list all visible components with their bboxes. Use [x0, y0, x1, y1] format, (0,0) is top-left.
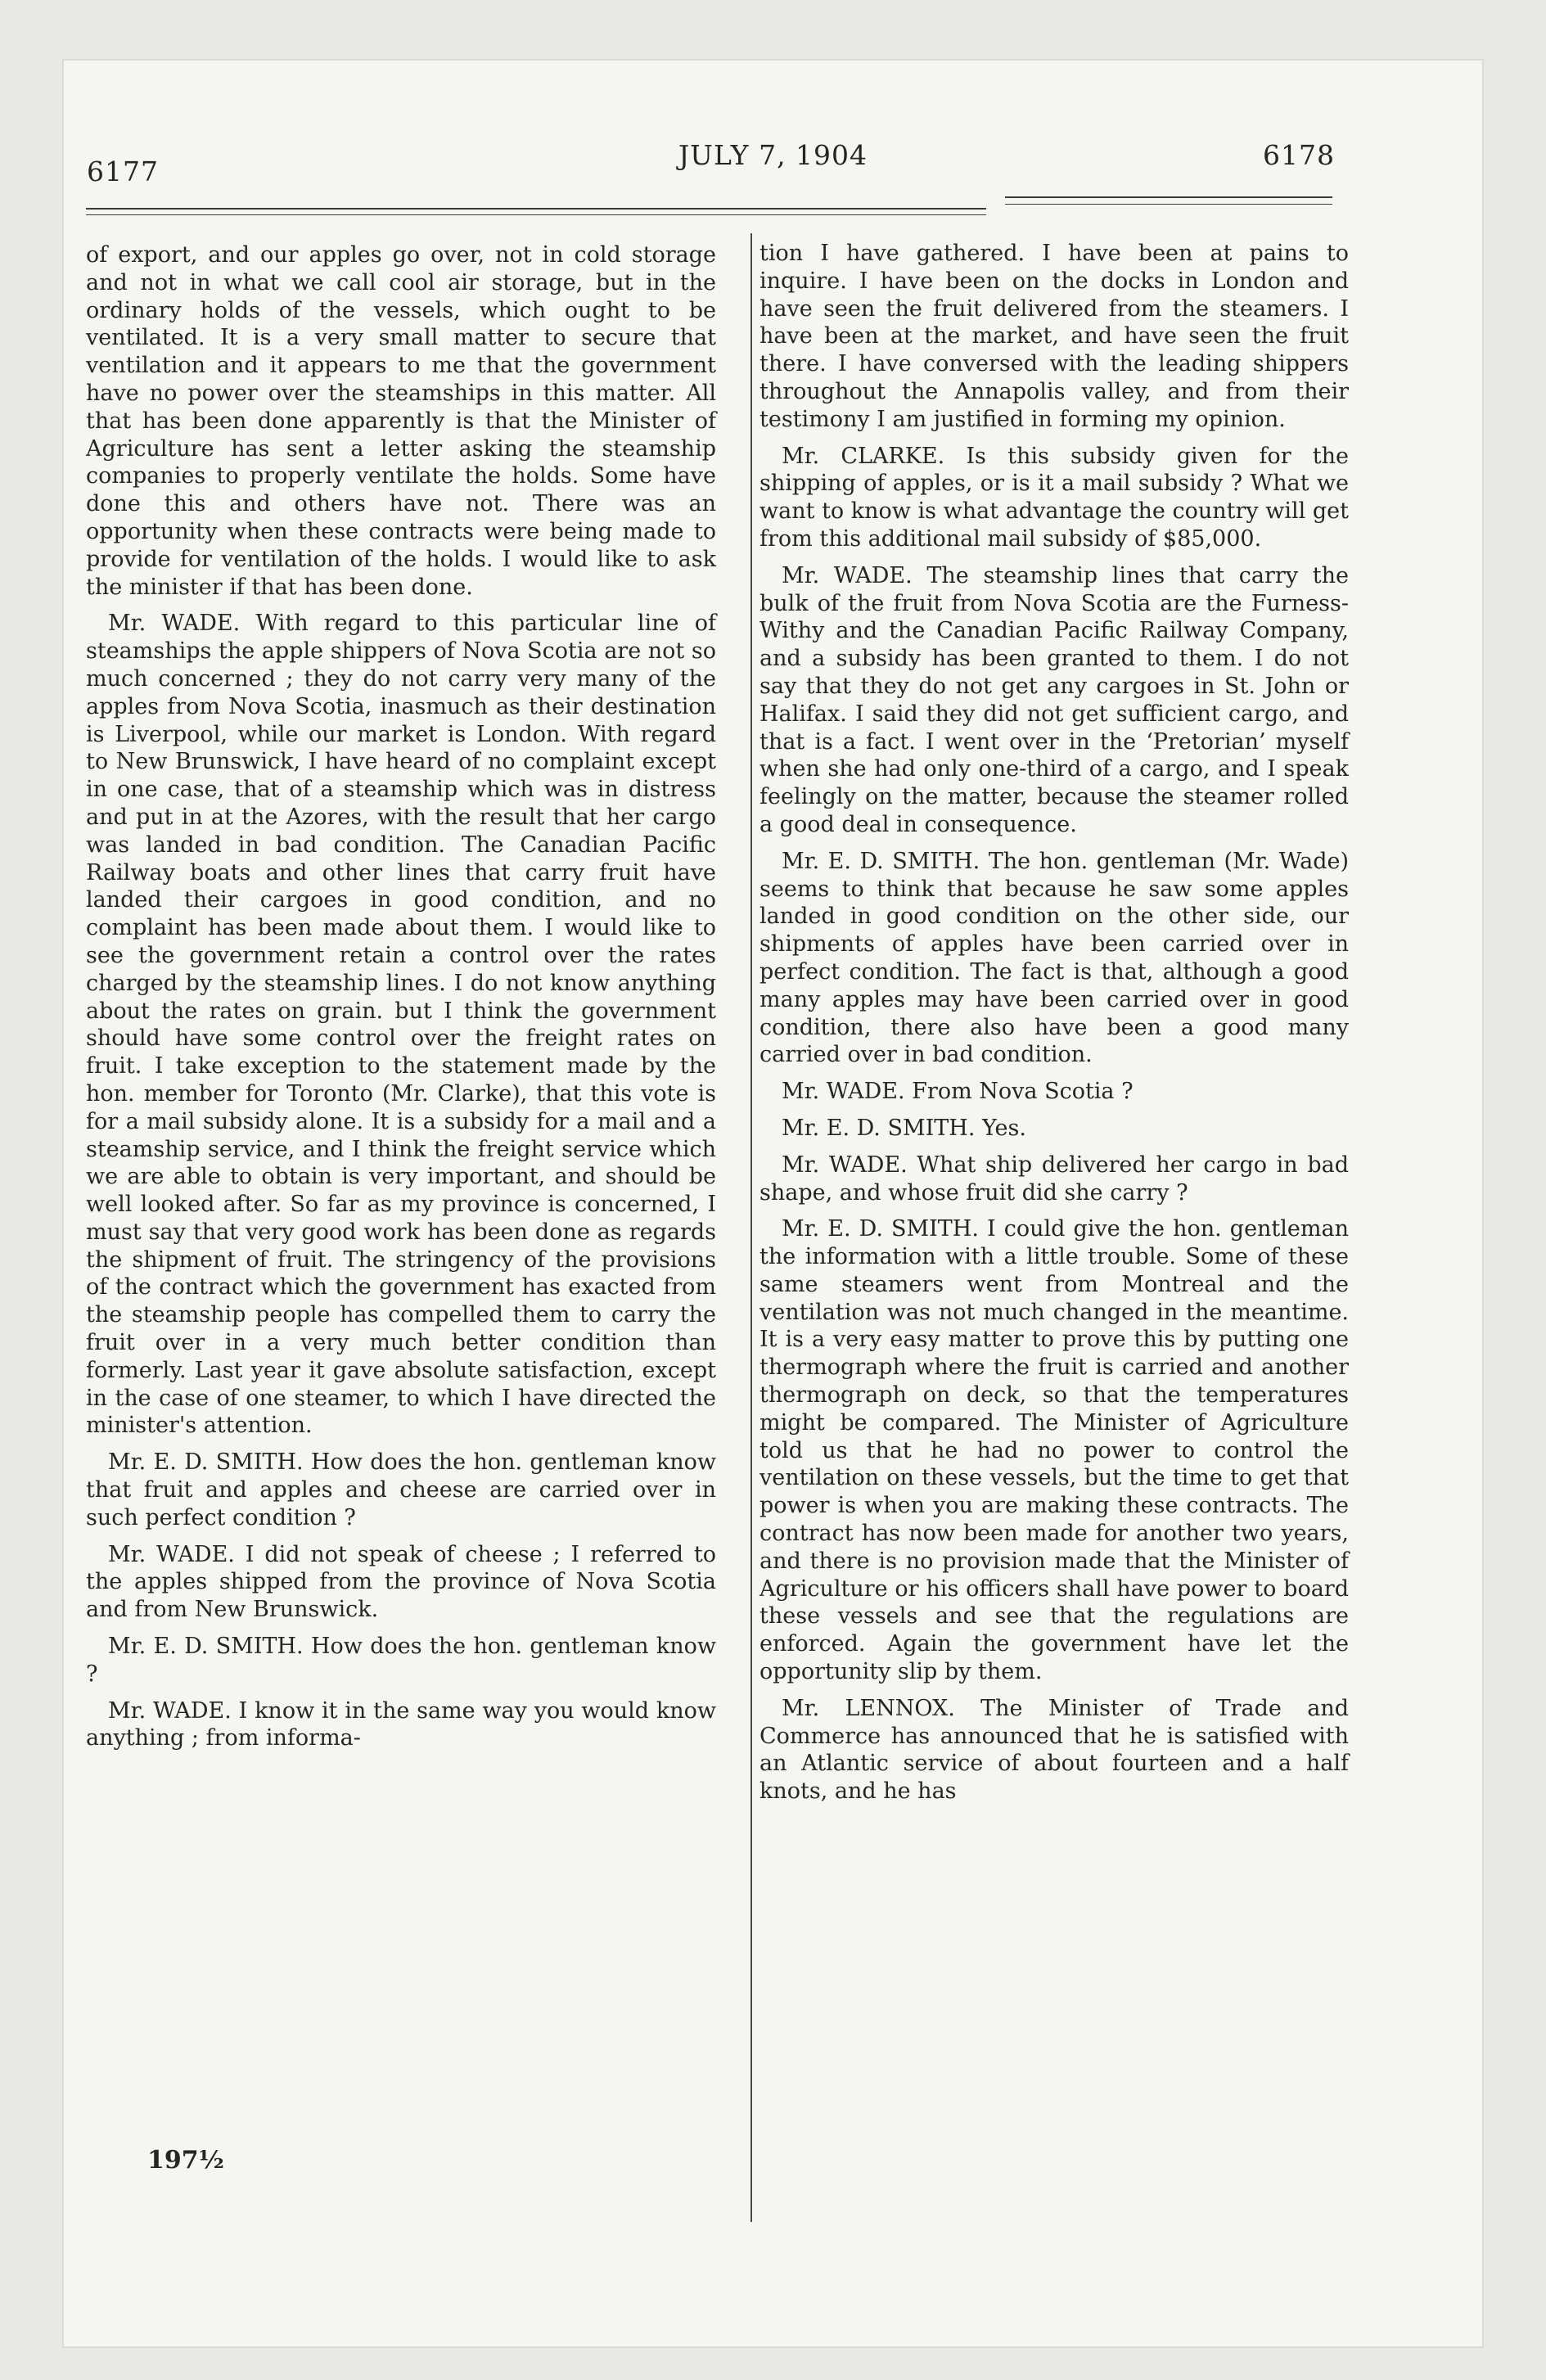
right-paragraph: tion I have gathered. I have been at pains to inquire. I have been on the docks in London and have seen the fruit delivered from the steamers. I have been at the market, and have seen the fruit there. I have conversed with the leading shippers throughout the Annapolis valley, and from their testimony I am justified in forming my opinion.	[759, 241, 1349, 432]
header-rule-right-bottom	[1005, 204, 1332, 205]
header-rule-left-bottom	[86, 214, 986, 215]
left-column	[86, 241, 716, 1752]
right-column	[759, 240, 1349, 1805]
column-divider	[750, 233, 752, 2222]
right-paragraph: Mr. LENNOX. The Minister of Trade and Commerce has announced that he is satisfied with an Atlantic service of about fourteen and a half knots, and he has	[759, 1695, 1349, 1805]
header-rule-left-top	[86, 208, 986, 210]
left-paragraph: Mr. WADE. I did not speak of cheese ; I referred to the apples shipped from the province of Nova Scotia and from New Brunswick.	[86, 1541, 716, 1623]
left-paragraph: Mr. E. D. SMITH. How does the hon. gentleman know that fruit and apples and cheese are carried over in such perfect condition ?	[86, 1449, 716, 1530]
right-paragraph: Mr. E. D. SMITH. I could give the hon. gentleman the information with a little trouble. Some of these same steamers went from Montreal and the ventilation was not much changed in the meantime. It is a very easy matter to prove this by putting one thermograph where the fruit is carried and another thermograph on deck, so that the temperatures might be compared. The Minister of Agriculture told us that he had no power to control the ventilation on these vessels, but the time to get that power is when you are making these contracts. The contract has now been made for another two years, and there is no provision made that the Minister of Agriculture or his officers shall have power to board these vessels and see that the regulations are enforced. Again the government have let the opportunity slip by them.	[759, 1216, 1349, 1685]
right-paragraph: Mr. WADE. From Nova Scotia ?	[782, 1079, 1134, 1105]
left-paragraph: of export, and our apples go over, not in cold storage and not in what we call cool air storage, but in the ordinary holds of the vessels, which ought to be ventilated. It is a very small matter to secure that ventilation and it appears to me that the government have no power over the steamships in this matter. All that has been done apparently is that the Minister of Agriculture has sent a letter asking the steamship companies to properly ventilate the holds. Some have done this and others have not. There was an opportunity when these contracts were being made to provide for ventilation of the holds. I would like to ask the minister if that has been done.	[86, 242, 716, 600]
left-paragraph: Mr. WADE. With regard to this particular line of steamships the apple shippers of Nova Scotia are not so much concerned ; they do not carry very many of the apples from Nova Scotia, inasmuch as their destination is Liverpool, while our market is London. With regard to New Brunswick, I have heard of no complaint except in one case, that of a steamship which was in distress and put in at the Azores, with the result that her cargo was landed in bad condition. The Canadian Pacific Railway boats and other lines that carry fruit have landed their cargoes in good condition, and no complaint has been made about them. I would like to see the government retain a control over the rates charged by the steamship lines. I do not know anything about the rates on grain. but I think the government should have some control over the freight rates on fruit. I take exception to the statement made by the hon. member for Toronto (Mr. Clarke), that this vote is for a mail subsidy alone. It is a subsidy for a mail and a steamship service, and I think the freight service which we are able to obtain is very important, and should be well looked after. So far as my province is concerned, I must say that very good work has been done as regards the shipment of fruit. The stringency of the provisions of the contract which the government has exacted from the steamship people has compelled them to carry the fruit over in a very much better condition than formerly. Last year it gave absolute satisfaction, except in the case of one steamer, to which I have directed the minister's attention.	[86, 611, 716, 1439]
right-paragraph: Mr. WADE. The steamship lines that carry the bulk of the fruit from Nova Scotia are the Furness-Withy and the Canadian Pacific Railway Company, and a subsidy has been granted to them. I do not say that they do not get any cargoes in St. John or Halifax. I said they did not get sufficient cargo, and that is a fact. I went over in the ‘Pretorian’ myself when she had only one-third of a cargo, and I speak feelingly on the matter, because the steamer rolled a good deal in consequence.	[759, 562, 1349, 837]
page-header	[0, 139, 1546, 187]
page-date: JULY 7, 1904	[678, 139, 868, 171]
left-page-number: 6177	[87, 156, 159, 187]
right-paragraph: Mr. WADE. What ship delivered her cargo in bad shape, and whose fruit did she carry ?	[759, 1152, 1349, 1206]
header-rule-right-top	[1005, 196, 1332, 198]
signature-mark: 197½	[147, 2146, 224, 2175]
right-paragraph: Mr. E. D. SMITH. Yes.	[782, 1115, 1026, 1141]
right-paragraph: Mr. E. D. SMITH. The hon. gentleman (Mr. Wade) seems to think that because he saw some apples landed in good condition on the other side, our shipments of apples have been carried over in perfect condition. The fact is that, although a good many apples may have been carried over in good condition, there also have been a good many carried over in bad condition.	[759, 848, 1349, 1068]
left-paragraph: Mr. WADE. I know it in the same way you would know anything ; from informa-	[86, 1697, 716, 1751]
right-paragraph: Mr. CLARKE. Is this subsidy given for the shipping of apples, or is it a mail subsidy ? What we want to know is what advantage the country will get from this additional mail subsidy of $85,000.	[759, 443, 1349, 552]
left-paragraph: Mr. E. D. SMITH. How does the hon. gentleman know ?	[86, 1634, 716, 1687]
right-page-number: 6178	[1263, 139, 1335, 171]
